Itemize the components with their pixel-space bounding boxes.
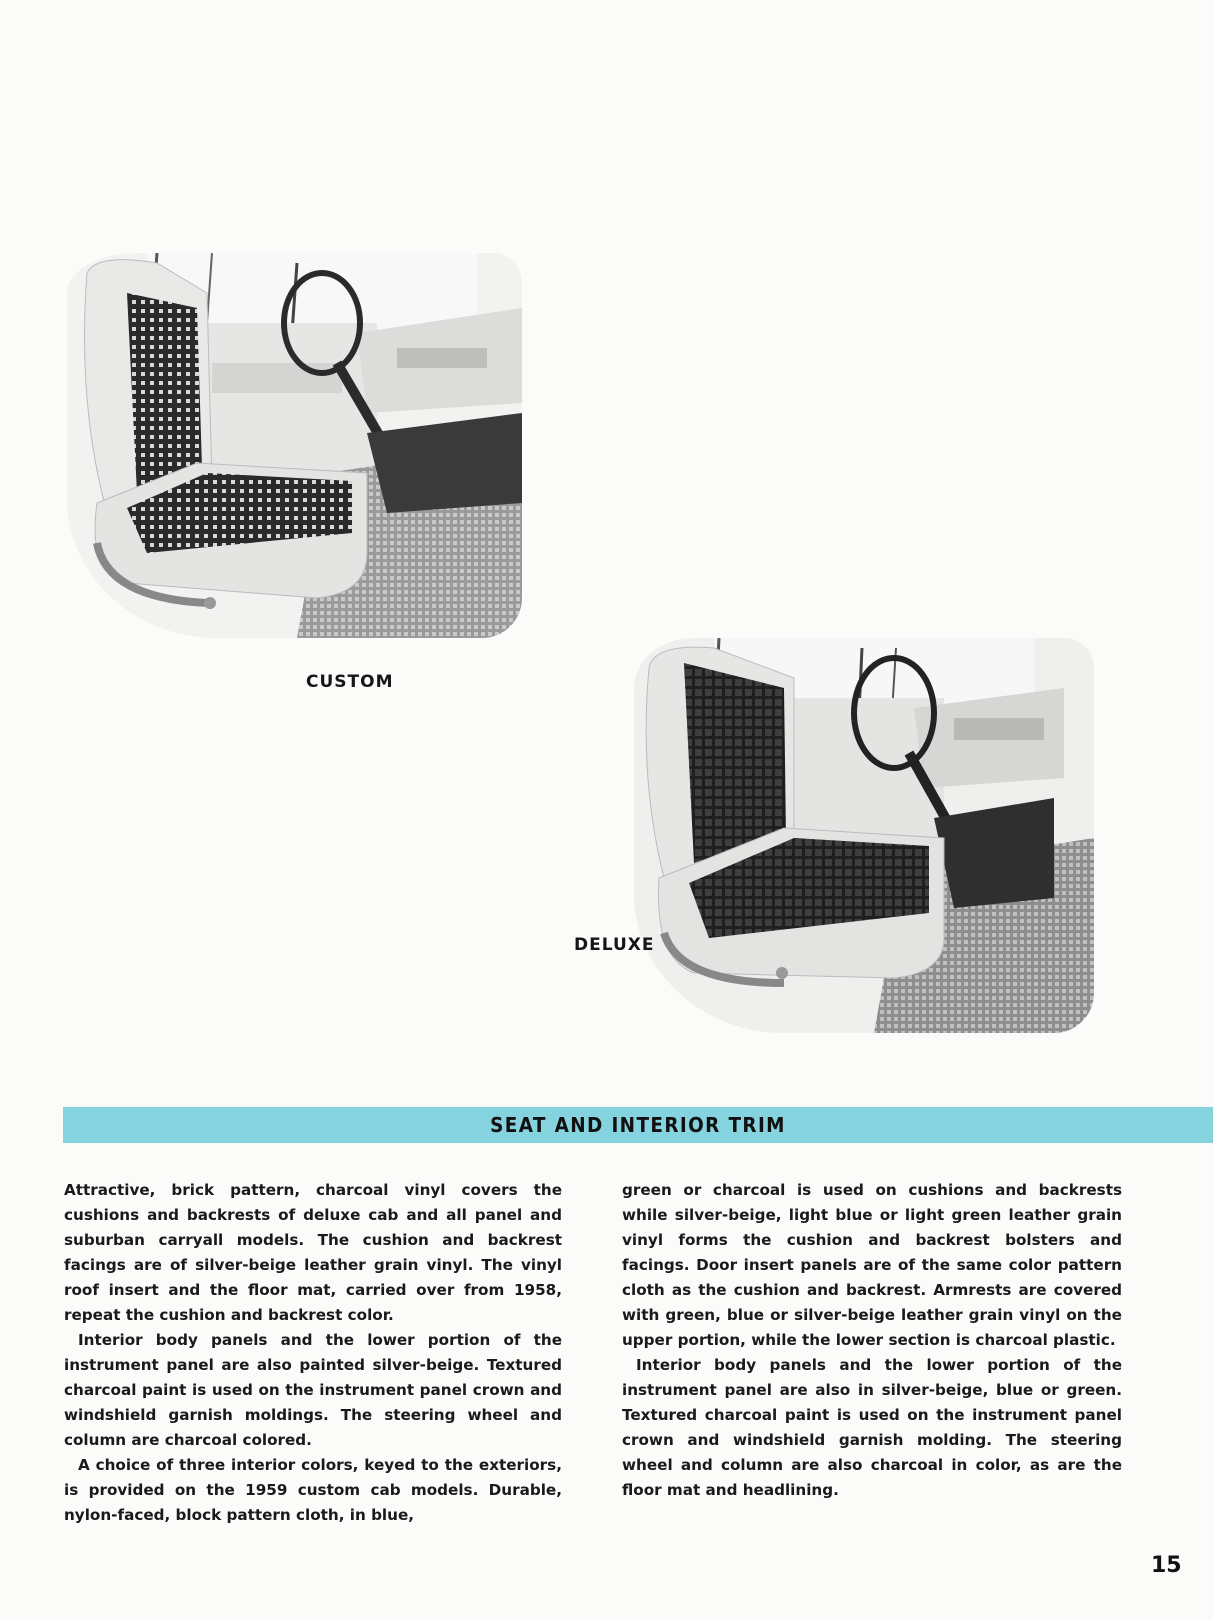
section-title: SEAT AND INTERIOR TRIM: [490, 1113, 786, 1137]
body-column-right: [622, 1178, 1122, 1503]
section-banner: [63, 1107, 1213, 1143]
deluxe-caption: DELUXE: [574, 935, 655, 955]
paragraph: Interior body panels and the lower portion of the instrument panel are also in silver-beige, blue or green. Textured charcoal paint is used on the instrument panel crown and windshield garnish molding. The steering wheel and column are also charcoal in color, as are the floor mat and headlining.: [622, 1356, 1122, 1499]
deluxe-interior-photo: [634, 638, 1094, 1033]
paragraph: A choice of three interior colors, keyed to the exteriors, is provided on the 1959 custom cab models. Durable, nylon-faced, block pattern cloth, in blue,: [64, 1456, 562, 1524]
page-number: 15: [1151, 1553, 1182, 1578]
paragraph: green or charcoal is used on cushions and backrests while silver-beige, light blue or light green leather grain vinyl forms the cushion and backrest bolsters and facings. Door insert panels are of the same color pattern cloth as the cushion and backrest. Armrests are covered with green, blue or silver-beige leather grain vinyl on the upper portion, while the lower section is charcoal plastic.: [622, 1181, 1122, 1349]
custom-interior-photo: [67, 253, 522, 638]
body-column-left: [64, 1178, 562, 1528]
paragraph: Attractive, brick pattern, charcoal vinyl covers the cushions and backrests of deluxe cab and all panel and suburban carryall models. The cushion and backrest facings are of silver-beige leather grain vinyl. The vinyl roof insert and the floor mat, carried over from 1958, repeat the cushion and backrest color.: [64, 1181, 562, 1324]
custom-caption: CUSTOM: [306, 672, 394, 692]
paragraph: Interior body panels and the lower portion of the instrument panel are also painted silver-beige. Textured charcoal paint is used on the instrument panel crown and windshield garnish moldings. The steering wheel and column are charcoal colored.: [64, 1331, 562, 1449]
